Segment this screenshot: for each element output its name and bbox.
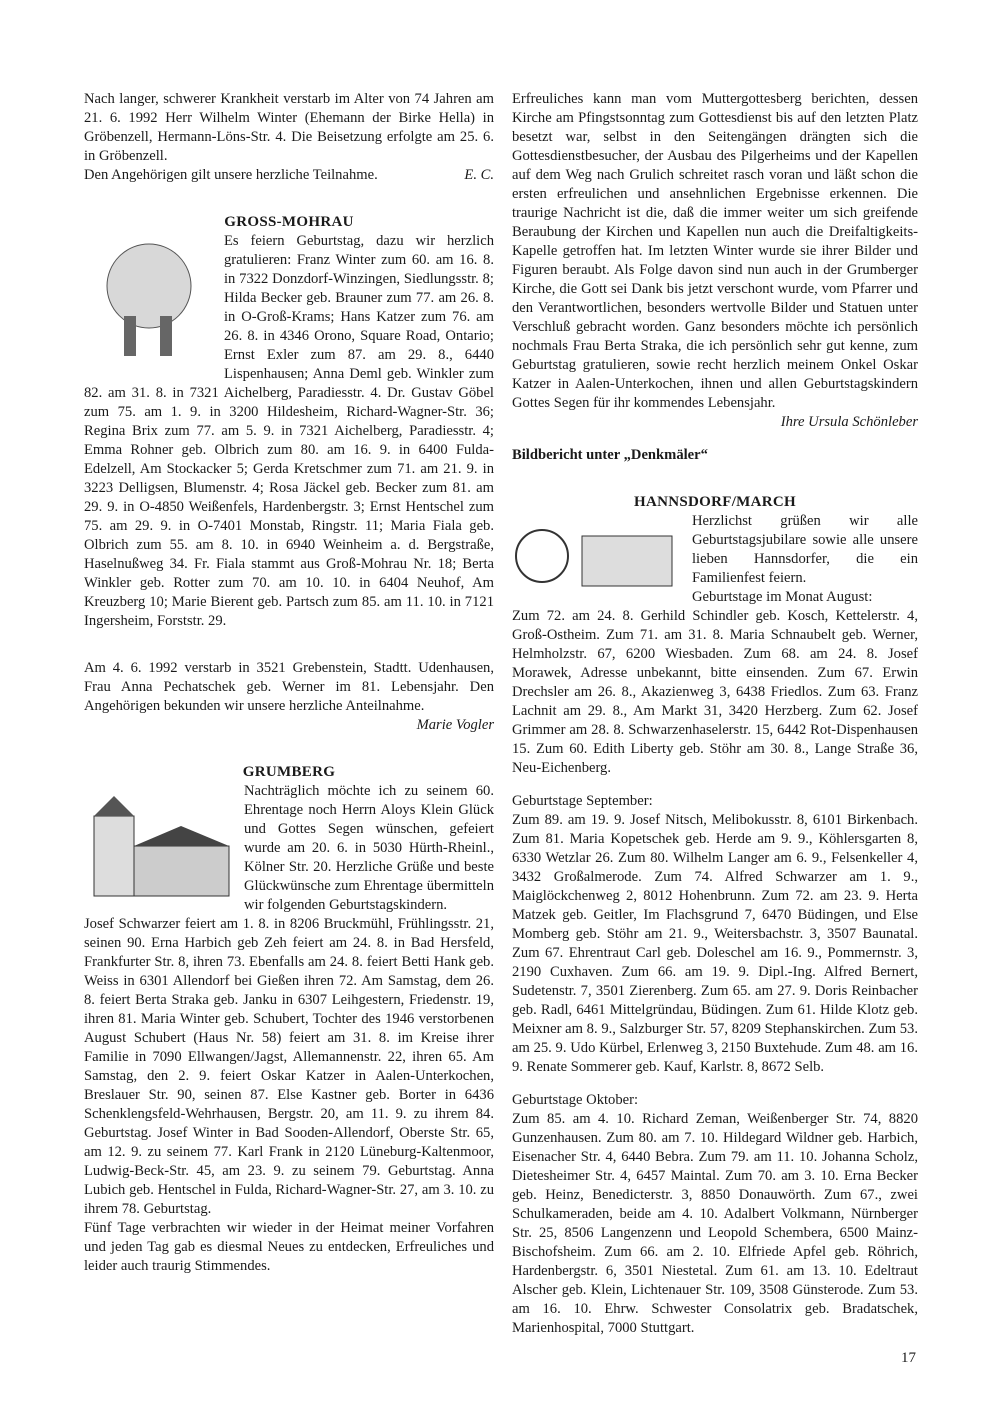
right-column xyxy=(512,90,918,1338)
signature-ec: E. C. xyxy=(464,167,494,183)
oktober-list: Zum 85. am 4. 10. Richard Zeman, Weißenberger Str. 74, 8820 Gunzenhausen. Zum 80. am 7. 10. Hildegard Wildner geb. Harbich, Eisenacher Str. 4, 6440 Bebra. Zum 79. am 11. 10. Johanna Scholz, Dietesheimer Str. 4, 6457 Maintal. Zum 70. am 3. 10. Erna Becker geb. Heinz, Benedicterstr. 3, 8850 Donauwörth. Zum 67., zwei Schulkameraden, beide am 4. 10. Adalbert Volkmann, Nürnberger Str. 25, 8506 Langenzenn und Leopold Schembera, 6500 Mainz-Bischofsheim. Zum 66. am 2. 10. Elfriede Apfel geb. Röhrich, Hardenbergstr. 6, 3501 Niestetal. Zum 61. am 13. 10. Edeltraut Alscher geb. Klein, Lichtenauer Str. 109, 3508 Günsterode. Zum 53. am 16. 10. Ehrw. Schwester Consolatrix geb. Bradatschek, Marienhospital, 7000 Stuttgart. xyxy=(512,1111,918,1336)
august-heading: Geburtstage im Monat August: xyxy=(692,589,873,605)
section-title-gross-mohrau: GROSS-MOHRAU xyxy=(224,214,354,230)
gross-mohrau-text: Es feiern Geburtstag, dazu wir herzlich gratulieren: Franz Winter zum 60. am 16. 8. in 7322 Donzdorf-Winzingen, Siedlungsstr. 8; Hilda Becker geb. Brauner zum 77. am 26. 8. in O-Groß-Krams; Hans Katzer zum 76. am 26. 8. in 4346 Orono, Square Road, Ontario; Ernst Exler zum 87. am 29. 8., 6440 Lispenhausen; Anna Deml geb. Winkler zum 82. am 31. 8. in 7321 Aichelberg, Paradiesstr. 4. Dr. Gustav Göbel zum 75. am 1. 9. in 3200 Hildesheim, Richard-Wagner-Str. 36; Regina Brix zum 77. am 5. 9. in 7321 Aichelberg, Paradiesstr. 4; Emma Rohner geb. Olbrich zum 80. am 16. 9. in 6400 Fulda-Edelzell, Am Stockacker 5; Gerda Kretschmer zum 71. am 21. 9. in 3223 Delligsen, Blumenstr. 4; Rosa Jäckel geb. Becker zum 81. am 29. 9. in O-4850 Weißenfels, Hardenbergstr. 3; Ernst Hentschel zum 75. am 29. 9. in O-7401 Monstab, Ringstr. 11; Maria Fiala geb. Olbrich zum 55. am 8. 10. in 6940 Weinheim a. d. Bergstraße, Haselnußweg 34. Fr. Fiala stammt aus Groß-Mohrau Nr. 18; Berta Winkler geb. Rotter zum 70. am 10. 10. in 6404 Neuhof, Am Kreuzberg 10; Marie Bierent geb. Partsch zum 85. am 11. 10. in 7121 Ingersheim, Forststr. 29. xyxy=(84,233,494,629)
signature-vogler: Marie Vogler xyxy=(416,717,494,733)
hannsdorf-intro: Herzlichst grüßen wir alle Geburtstagsjubilare sowie alle unsere lieben Hannsdorfer, die ein Familienfest feiern. xyxy=(692,513,918,586)
grumberg-end: Fünf Tage verbrachten wir wieder in der Heimat meiner Vorfahren und jeden Tag gab es diesmal Neues zu entdecken, Erfreuliches und leider auch traurig Stimmendes. xyxy=(84,1220,494,1274)
september-list: Zum 89. am 19. 9. Josef Nitsch, Melibokusstr. 8, 6101 Birkenbach. Zum 81. Maria Kopetschek geb. Herde am 9. 9., Köhlersgarten 8, 6330 Wetzlar 26. Zum 80. Wilhelm Langer am 6. 9., Felsenkeller 4, 3432 Großalmerode. Zum 74. Alfred Schwarzer am 1. 9., Maiglöckchenweg 2, 8012 Hohenbrunn. Zum 72. am 23. 9. Herta Matzek geb. Geitler, Im Flachsgrund 7, 6470 Büdingen, und Else Momberg geb. Stöhr am 21. 9., Weitersbachstr. 3, 3507 Baunatal. Zum 67. Ehrentraut Carl geb. Doleschel am 16. 9., Pommernstr. 3, 2190 Cuxhaven. Zum 66. am 19. 9. Dipl.-Ing. Alfred Bernert, Sudetenstr. 7, 3501 Zierenberg. Zum 65. am 27. 9. Doris Reinbacher geb. Radl, 6461 Mittelgründau, Büdingen. Zum 61. Hilde Klotz geb. Meixner am 8. 9., Salzburger Str. 57, 8209 Stephanskirchen. Zum 53. am 25. 9. Udo Kürbel, Erlenweg 3, 2150 Buxtehude. Zum 48. am 16. 9. Renate Sommerer geb. Kauf, Karlstr. 8, 8672 Selb. xyxy=(512,812,918,1075)
page-number: 17 xyxy=(901,1350,916,1366)
hannsdorf-illustration xyxy=(512,516,682,596)
oktober-heading: Geburtstage Oktober: xyxy=(512,1092,639,1108)
obituary-winter: Nach langer, schwerer Krankheit verstarb im Alter von 74 Jahren am 21. 6. 1992 Herr Wilhelm Winter (Ehemann der Birke Hella) in Gröbenzell, Hermann-Löns-Str. 4. Die Beisetzung erfolgte am 25. 6. in Gröbenzell. xyxy=(84,91,494,164)
signature-schoenleber: Ihre Ursula Schönleber xyxy=(780,414,918,430)
august-list: Zum 72. am 24. 8. Gerhild Schindler geb. Kosch, Kettelerstr. 4, Groß-Ostheim. Zum 71. am 31. 8. Maria Schnaubelt geb. Werner, Helmholzstr. 67, 6200 Wiesbaden. Zum 68. am 24. 8. Josef Morawek, Adresse unbekannt, bitte einsenden. Zum 67. Erwin Drechsler am 26. 8., Akazienweg 3, 6438 Friedlos. Zum 63. Franz Lachnit am 29. 8., Am Markt 31, 3420 Herzberg. Zum 62. Josef Grimmer am 28. 8. Schwarzenhaselerstr. 15, 6442 Rot-Dispenhausen 15. Zum 60. Edith Liberty geb. Stöhr am 30. 8., Lange Straße 36, Neu-Eichenberg. xyxy=(512,608,918,776)
obituary-pechatschek: Am 4. 6. 1992 verstarb in 3521 Grebenstein, Stadtt. Udenhausen, Frau Anna Pechatschek geb. Werner im 81. Lebensjahr. Den Angehörigen bekunden wir unsere herzliche Anteilnahme. xyxy=(84,660,494,714)
muttergottesberg-report: Erfreuliches kann man vom Muttergottesberg berichten, dessen Kirche am Pfingstsonntag zum Gottesdienst bis auf den letzten Platz besetzt war, selbst in den Seitengängen drängten sich die Gottesdienstbesucher, der Ausbau des Pilgerheims und der Kapellen auf dem Weg nach Grulich schreitet rasch voran und läßt schon die ersten erfreulichen und ansehnlichen Ergebnisse erkennen. Die traurige Nachricht ist die, daß die immer weiter um sich greifende Beraubung der Kirchen und Kapellen nun auch die Dreifaltigkeits-Kapelle getroffen hat. Im letzten Winter wurde sie ihrer Bilder und Figuren beraubt. Als Folge davon sind nun auch in der Grumberger Kirche, die Gott sei Dank bis jetzt verschont wurde, vom Pfarrer und den Verantwortlichen, besonders wertvolle Bilder und Statuen unter Verschluß gebracht worden. Ganz besonders möchte ich persönlich nochmals Frau Berta Straka, die ich persönlich sehr gut kenne, zum Geburtstag gratulieren, sowie recht herzlich meinem Onkel Oskar Katzer in Aalen-Unterkochen, ihnen und allen Geburtstagskindern Gottes Segen für ihr kommendes Lebensjahr. xyxy=(512,91,918,411)
obituary-sig-row: Den Angehörigen gilt unsere herzliche Teilnahme. E. C. xyxy=(84,167,494,183)
section-title-hannsdorf: HANNSDORF/MARCH xyxy=(634,494,796,510)
bildbericht: Bildbericht unter „Denkmäler“ xyxy=(512,447,708,463)
september-heading: Geburtstage September: xyxy=(512,793,653,809)
section-title-grumberg: GRUMBERG xyxy=(242,764,336,780)
church-illustration xyxy=(84,786,234,906)
grumberg-list: Josef Schwarzer feiert am 1. 8. in 8206 Bruckmühl, Frühlingsstr. 21, seinen 90. Erna Harbich geb Zeh feiert am 24. 8. in Bad Hersfeld, Frankfurter Str. 8, ihren 73. Ebenfalls am 24. 8. feiert Betti Hank geb. Weiss in 6301 Allendorf bei Gießen ihren 72. Am Samstag, dem 26. 8. feiert Berta Straka geb. Janku in 6307 Leihgestern, Friedenstr. 19, ihren 81. Maria Winter geb. Schubert, Tochter des 1946 verstorbenen August Schubert (Haus Nr. 58) feiert am 31. 8. im Kreise ihrer Familie in 7090 Ellwangen/Jagst, Allemannenstr. 22, ihren 65. Am Samstag, den 2. 9. feiert Oskar Katzer in Aalen-Unterkochen, Breslauer Str. 90, seinen 87. Else Kastner geb. Borter in 6436 Schenklengsfeld-Wehrhausen, Bergstr. 20, am 11. 9. zu ihrem 84. Geburtstag. Josef Winter in Bad Sooden-Allendorf, Oberste Str. 65, am 12. 9. zu seinem 77. Karl Frank in 2120 Lüneburg-Kaltenmoor, Ludwig-Beck-Str. 45, am 23. 9. zu seinem 79. Geburtstag. Anna Lubich geb. Hentschel in Fulda, Richard-Wagner-Str. 27, am 3. 10. zu ihrem 78. Geburtstag. xyxy=(84,916,494,1217)
left-column xyxy=(84,90,494,1276)
tree-illustration xyxy=(84,236,214,366)
grumberg-text: Nachträglich möchte ich zu seinem 60. Ehrentage noch Herrn Aloys Klein Glück und Gottes Segen wünschen, gefeiert wurde am 20. 6. in 5030 Hürth-Rheinl., Kölner Str. 20. Herzliche Grüße und beste Glückwünsche zum Ehrentage übermitteln wir folgenden Geburtstagskindern. xyxy=(244,783,494,913)
